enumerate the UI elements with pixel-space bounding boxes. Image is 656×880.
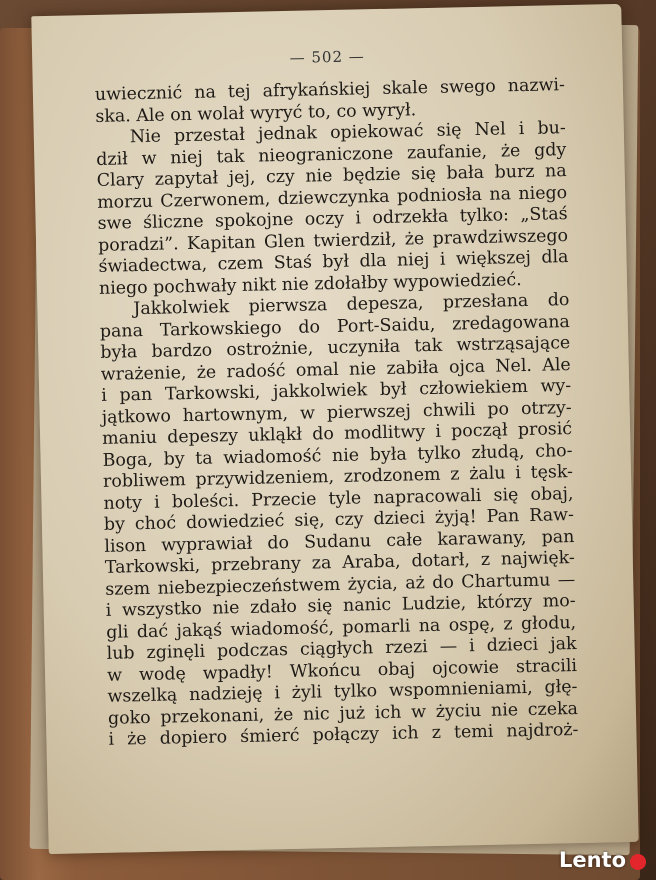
text-line: Jakkolwiek pierwsza depesza, przesłana do xyxy=(133,290,570,320)
text-line: swe śliczne spokojne oczy i odrzekła tylko: „Staś xyxy=(97,204,568,234)
text-line: dził w niej tak nieograniczone zaufanie, że gdy xyxy=(96,139,567,170)
text-line: i pan Tarkowski, jakkolwiek był człowiekiem wy- xyxy=(101,376,572,406)
text-line: Boga, by ta wiadomość nie była tylko złudą, cho- xyxy=(102,440,573,471)
text-line: morzu Czerwonem, dziewczynka podniosła na niego xyxy=(96,182,568,213)
text-line: Tarkowski, przebrany za Araba, dotarł, z najwięk- xyxy=(104,548,575,578)
book-page xyxy=(31,4,638,854)
text-line: Nie przestał jednak opiekować się Nel i bu- xyxy=(129,118,566,148)
page-number: — 502 — xyxy=(289,47,365,67)
watermark-dot-icon xyxy=(630,854,646,870)
text-line: goko przekonani, że nic już ich w życiu nie czeka xyxy=(107,698,579,729)
text-line: jątkowo hartownym, w pierwszej chwili po otrzy- xyxy=(101,397,572,428)
text-line: pana Tarkowskiego do Port-Saidu, zredagowana xyxy=(99,311,571,342)
text-line: wszelką nadzieję i żyli tylko wspomnieniami, głę- xyxy=(107,676,578,707)
text-line: lison wyprawiał do Sudanu całe karawany, pan xyxy=(104,526,575,557)
text-line: by choć dowiedzieć się, czy dzieci żyją! Pan Raw- xyxy=(103,505,575,535)
text-line: szem niebezpieczeństwem życia, aż do Chartumu — xyxy=(105,569,576,600)
text-line: robliwem przywidzeniem, zrodzonem z żalu i tęsk- xyxy=(102,462,574,492)
text-line: niego pochwały nikt nie zdołałby wypowiedzieć. xyxy=(98,269,522,299)
text-line: lub zginęli podczas ciągłych rzezi — i dzieci jak xyxy=(106,633,577,664)
page-text xyxy=(95,75,579,751)
text-line: była bardzo ostrożnie, uczyniła tak wstrząsające xyxy=(100,333,571,363)
text-line: w wodę wpadły! Wkońcu obaj ojcowie stracili xyxy=(106,655,578,686)
watermark-logo xyxy=(559,848,646,872)
text-line: noty i boleści. Przecie tyle napracowali się obaj, xyxy=(103,483,574,514)
text-line: świadectwa, czem Staś był dla niej i większej dla xyxy=(98,247,569,277)
text-line: Clary zapytał jej, czy nie będzie się bała burz na xyxy=(96,161,567,191)
text-line: i że dopiero śmierć połączy ich z temi najdroż- xyxy=(108,719,579,750)
text-line: poradzi”. Kapitan Glen twierdził, że prawdziwszego xyxy=(97,225,569,256)
text-line: maniu depeszy ukląkł do modlitwy i począł prosić xyxy=(101,419,573,449)
text-line: ska. Ale on wolał wyryć to, co wyrył. xyxy=(95,99,417,127)
text-line: uwiecznić na tej afrykańskiej skale swego nazwi- xyxy=(94,75,566,105)
text-line: i wszystko nie zdało się nanic Ludzie, którzy mo- xyxy=(105,591,576,621)
watermark-text: Lento xyxy=(558,848,626,872)
text-line: wrażenie, że radość omal nie zabiła ojca Nel. Ale xyxy=(100,354,571,385)
text-line: gli dać jakąś wiadomość, pomarli na ospę, z głodu, xyxy=(105,612,577,643)
